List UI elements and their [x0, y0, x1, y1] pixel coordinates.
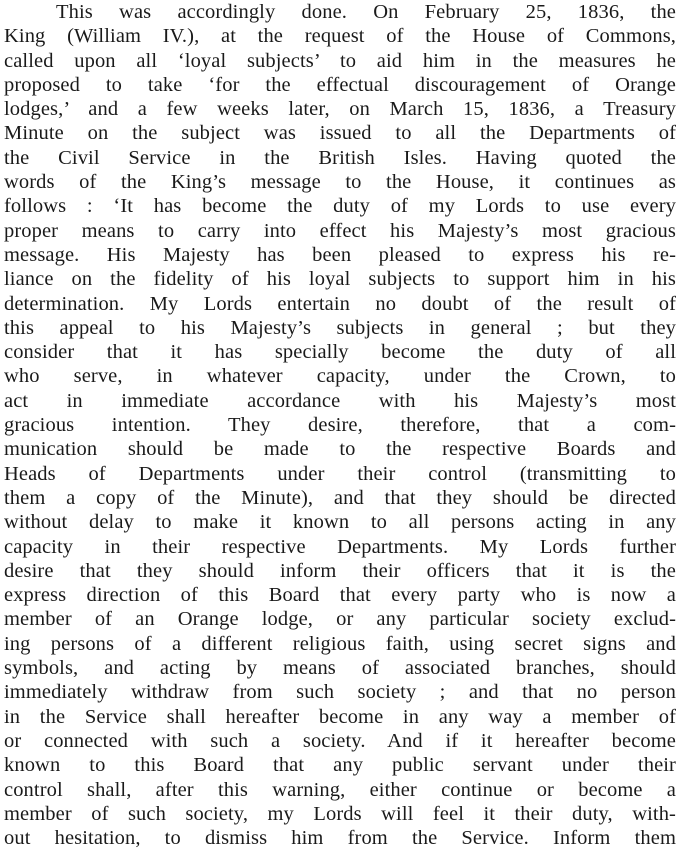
text-line-6: Minute on the subject was issued to all the Departments of [4, 122, 676, 145]
text-line-17: act in immediate accordance with his Majesty’s most [4, 389, 676, 412]
text-line-5: lodges,’ and a few weeks later, on March 15, 1836, a Treasury [4, 98, 676, 121]
text-line-29: immediately withdraw from such society ; and that no person [4, 681, 676, 704]
text-line-23: capacity in their respective Departments. My Lords further [4, 535, 676, 558]
text-line-33: control shall, after this warning, either continue or become a [4, 778, 676, 801]
text-line-31: or connected with such a society. And if it hereafter become [4, 729, 676, 752]
text-line-2: King (William IV.), at the request of the House of Commons, [4, 25, 676, 48]
text-line-28: symbols, and acting by means of associated branches, should [4, 657, 676, 680]
text-line-13: determination. My Lords entertain no doubt of the result of [4, 292, 676, 315]
text-line-35: out hesitation, to dismiss him from the Service. Inform them [4, 827, 676, 850]
text-line-9: follows : ‘It has become the duty of my Lords to use every [4, 195, 676, 218]
text-line-27: ing persons of a different religious faith, using secret signs and [4, 632, 676, 655]
text-line-1: This was accordingly done. On February 25, 1836, the [56, 1, 676, 23]
text-line-4: proposed to take ‘for the effectual discouragement of Orange [4, 73, 676, 96]
text-line-18: gracious intention. They desire, therefore, that a com- [4, 414, 676, 437]
text-line-32: known to this Board that any public servant under their [4, 754, 676, 777]
text-line-26: member of an Orange lodge, or any particular society exclud- [4, 608, 676, 631]
text-line-25: express direction of this Board that every party who is now a [4, 584, 676, 607]
text-line-8: words of the King’s message to the House, it continues as [4, 171, 676, 194]
text-line-30: in the Service shall hereafter become in any way a member of [4, 705, 676, 728]
document-page [4, 0, 676, 850]
text-line-24: desire that they should inform their officers that it is the [4, 559, 676, 582]
text-line-22: without delay to make it known to all persons acting in any [4, 511, 676, 534]
text-line-21: them a copy of the Minute), and that they should be directed [4, 486, 676, 509]
text-line-15: consider that it has specially become the duty of all [4, 341, 676, 364]
text-line-10: proper means to carry into effect his Majesty’s most gracious [4, 219, 676, 242]
text-line-3: called upon all ‘loyal subjects’ to aid him in the measures he [4, 49, 676, 72]
text-line-16: who serve, in whatever capacity, under the Crown, to [4, 365, 676, 388]
text-line-11: message. His Majesty has been pleased to express his re- [4, 243, 676, 266]
text-line-7: the Civil Service in the British Isles. Having quoted the [4, 146, 676, 169]
text-line-14: this appeal to his Majesty’s subjects in general ; but they [4, 316, 676, 339]
text-line-12: liance on the fidelity of his loyal subjects to support him in his [4, 268, 676, 291]
text-line-34: member of such society, my Lords will feel it their duty, with- [4, 802, 676, 825]
text-line-19: munication should be made to the respective Boards and [4, 438, 676, 461]
text-line-20: Heads of Departments under their control (transmitting to [4, 462, 676, 485]
